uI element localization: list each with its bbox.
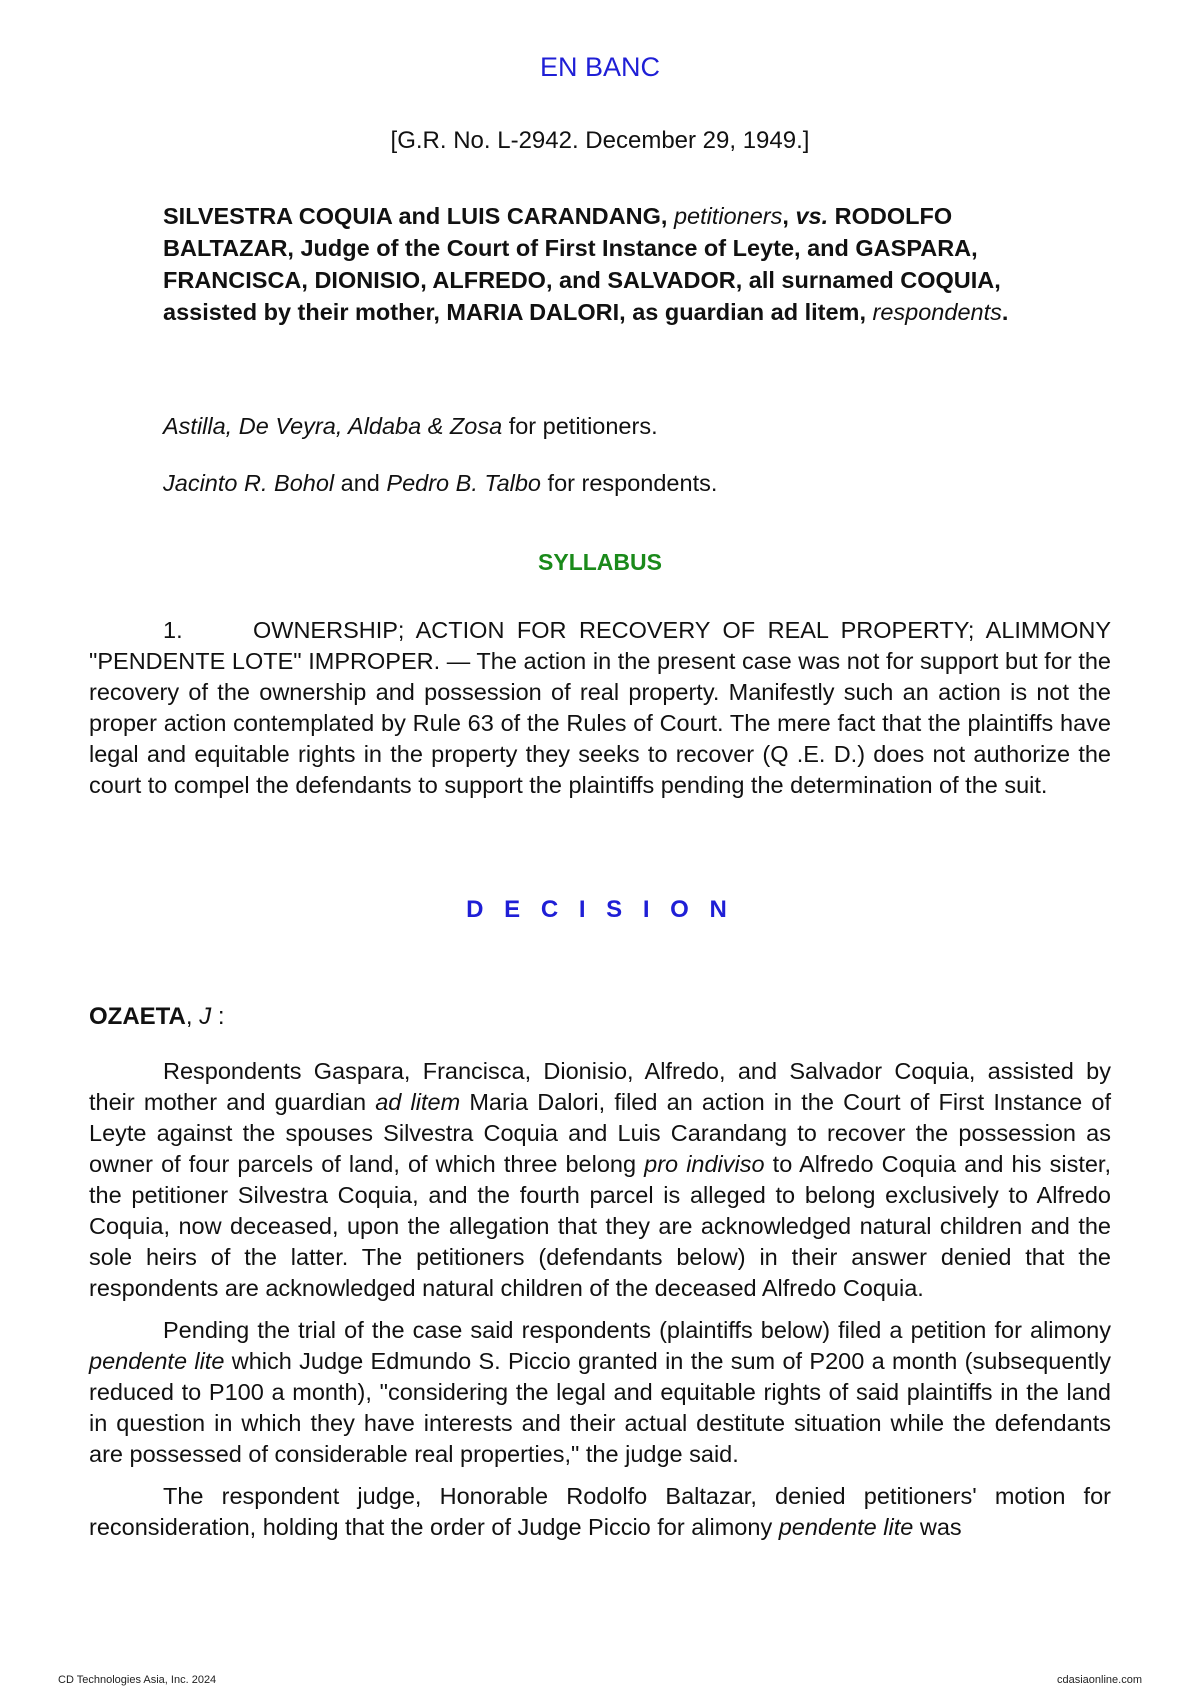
respondents-names: RODOLFO BALTAZAR, Judge of the Court of First Instance of Leyte, and GASPARA, FRANCISCA, DIONISIO, ALFREDO, and SALVADOR, all surnamed COQUIA, assisted by their mother, MARIA DALORI, as guardian ad litem: [163, 203, 1001, 325]
p3-text-a: The respondent judge, Honorable Rodolfo Baltazar, denied petitioners' motion for reconsideration, holding that the order of Judge Piccio for alimony: [89, 1483, 1111, 1540]
respondents-counsel-suffix: for respondents.: [547, 470, 718, 496]
p2-text-a: Pending the trial of the case said respondents (plaintiffs below) filed a petition for alimony: [163, 1317, 1111, 1343]
syllabus-item-number: 1.: [163, 617, 183, 643]
p3-latin-pendente-lite: pendente lite: [778, 1514, 914, 1540]
respondents-counsel: [163, 470, 1063, 497]
petitioners-label: petitioners: [673, 203, 783, 229]
petitioners-counsel-suffix: for petitioners.: [508, 413, 658, 439]
p1-latin-pro-indiviso: pro indiviso: [644, 1151, 765, 1177]
respondents-counsel-2: Pedro B. Talbo: [386, 470, 542, 496]
syllabus-item-text: OWNERSHIP; ACTION FOR RECOVERY OF REAL PROPERTY; ALIMMONY "PENDENTE LOTE" IMPROPER. — The action in the present case was not for support but for the recovery of the ownership and possession of real property. Manifestly such an action is not the proper action contemplated by Rule 63 of the Rules of Court. The mere fact that the plaintiffs have legal and equitable rights in the property they seeks to recover (Q .E. D.) does not authorize the court to compel the defendants to support the plaintiffs pending the determination of the suit.: [89, 617, 1111, 798]
petitioners-counsel: [163, 413, 1063, 440]
p2-latin-pendente-lite: pendente lite: [89, 1348, 225, 1374]
case-number: [G.R. No. L-2942. December 29, 1949.]: [390, 127, 810, 154]
petitioners-names: SILVESTRA COQUIA and LUIS CARANDANG: [163, 203, 661, 229]
ponente-name: OZAETA: [89, 1003, 186, 1030]
ponente: OZAETA, J :: [89, 1003, 225, 1030]
p3-text-c: was: [919, 1514, 962, 1540]
p1-text-c: Maria Dalori, filed an action in the Court of First Instance of Leyte against the spouses Silvestra Coquia and Luis Carandang to recover the possession as owner of four parcels of land, of which three belong: [89, 1089, 1111, 1177]
counsel-and: and: [340, 470, 380, 496]
p1-latin-ad-litem: ad litem: [375, 1089, 461, 1115]
decision-heading: D E C I S I O N: [466, 896, 734, 923]
footer-copyright: CD Technologies Asia, Inc. 2024: [58, 1674, 217, 1686]
p1-text-e: to Alfredo Coquia and his sister, the petitioner Silvestra Coquia, and the fourth parcel is alleged to belong exclusively to Alfredo Coquia, now deceased, upon the allegation that they are acknowledged natural children and the sole heirs of the latter. The petitioners (defendants below) in their answer denied that the respondents are acknowledged natural children of the deceased Alfredo Coquia.: [89, 1151, 1111, 1301]
respondents-label: respondents: [872, 299, 1002, 325]
respondents-counsel-1: Jacinto R. Bohol: [163, 470, 335, 496]
p2-text-c: which Judge Edmundo S. Piccio granted in the sum of P200 a month (subsequently reduced to P100 a month), "considering the legal and equitable rights of said plaintiffs in the land in question in which they have interests and their actual destitute situation while the defendants are possessed of considerable real properties," the judge said.: [89, 1348, 1111, 1467]
footer-website-link[interactable]: cdasiaonline.com: [1057, 1674, 1142, 1686]
syllabus-heading: SYLLABUS: [538, 549, 662, 575]
decision-paragraph-3: [89, 1481, 1111, 1543]
versus: vs.: [795, 203, 829, 229]
syllabus-item: [89, 615, 1111, 801]
decision-paragraph-2: [89, 1315, 1111, 1470]
ponente-title: J: [199, 1003, 212, 1030]
petitioners-firm: Astilla, De Veyra, Aldaba & Zosa: [163, 413, 503, 439]
p1-text-a: Respondents Gaspara, Francisca, Dionisio, Alfredo, and Salvador Coquia, assisted by their mother and guardian: [89, 1058, 1111, 1115]
case-parties: SILVESTRA COQUIA and LUIS CARANDANG, petitioners, vs. RODOLFO BALTAZAR, Judge of the Court of First Instance of Leyte, and GASPARA, FRANCISCA, DIONISIO, ALFREDO, and SALVADOR, all surnamed COQUIA, assisted by their mother, MARIA DALORI, as guardian ad litem, respondents.: [163, 203, 1009, 325]
court-division: EN BANC: [539, 52, 661, 82]
decision-paragraph-1: [89, 1056, 1111, 1304]
decision-body: [89, 1056, 1111, 1554]
